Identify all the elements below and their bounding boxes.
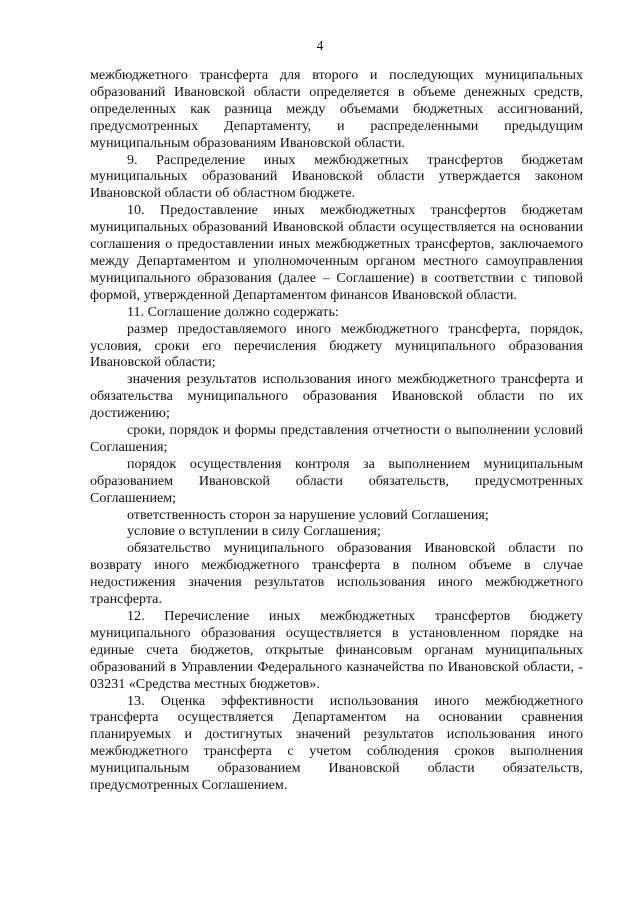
agreement-item-reporting: сроки, порядок и формы представления отчетности о выполнении условий Соглашения; [90, 422, 583, 455]
agreement-item-refund: обязательство муниципального образования Ивановской области по возврату иного межбюджетного трансферта в полном объеме в случае недостижения значения результатов использования иного межбюджетного трансферта. [90, 540, 583, 608]
agreement-item-control: порядок осуществления контроля за выполнением муниципальным образованием Ивановской области обязательств, предусмотренных Соглашением; [90, 455, 583, 506]
paragraph-12: 12. Перечисление иных межбюджетных трансфертов бюджету муниципального образования осуществляется в установленном порядке на единые счета бюджетов, открытые финансовым органам муниципальных образований в Управлении Федерального казначейства по Ивановской области, - 03231 «Средства местных бюджетов». [90, 608, 583, 692]
document-body [90, 67, 583, 794]
paragraph-9: 9. Распределение иных межбюджетных трансфертов бюджетам муниципальных образований Ивановской области утверждается законом Ивановской области об областном бюджете. [90, 151, 583, 202]
agreement-item-results: значения результатов использования иного межбюджетного трансферта и обязательства муниципального образования Ивановской области по их достижению; [90, 371, 583, 422]
paragraph-11: 11. Соглашение должно содержать: [127, 303, 339, 320]
paragraph-continuation: межбюджетного трансферта для второго и последующих муниципальных образований Ивановской области определяется в объеме денежных средств, определенных как разница между объемами бюджетных ассигнований, предусмотренных Департаменту, и распределенными предыдущим муниципальным образованиям Ивановской области. [90, 67, 583, 151]
agreement-item-entry-into-force: условие о вступлении в силу Соглашения; [127, 523, 381, 540]
page-number: 4 [316, 38, 324, 53]
paragraph-13: 13. Оценка эффективности использования иного межбюджетного трансферта осуществляется Департаментом на основании сравнения планируемых и достигнутых значений результатов использования иного межбюджетного трансферта с учетом соблюдения сроков выполнения муниципальным образованием Ивановской области обязательств, предусмотренных Соглашением. [90, 692, 583, 794]
agreement-item-amount: размер предоставляемого иного межбюджетного трансферта, порядок, условия, сроки его перечисления бюджету муниципального образования Ивановской области; [90, 320, 583, 371]
agreement-item-liability: ответственность сторон за нарушение условий Соглашения; [127, 506, 489, 523]
paragraph-10: 10. Предоставление иных межбюджетных трансфертов бюджетам муниципальных образований Ивановской области осуществляется на основании соглашения о предоставлении иных межбюджетных трансфертов, заключаемого между Департаментом и уполномоченным органом местного самоуправления муниципального образования (далее – Соглашение) в соответствии с типовой формой, утвержденной Департаментом финансов Ивановской области. [90, 202, 583, 303]
